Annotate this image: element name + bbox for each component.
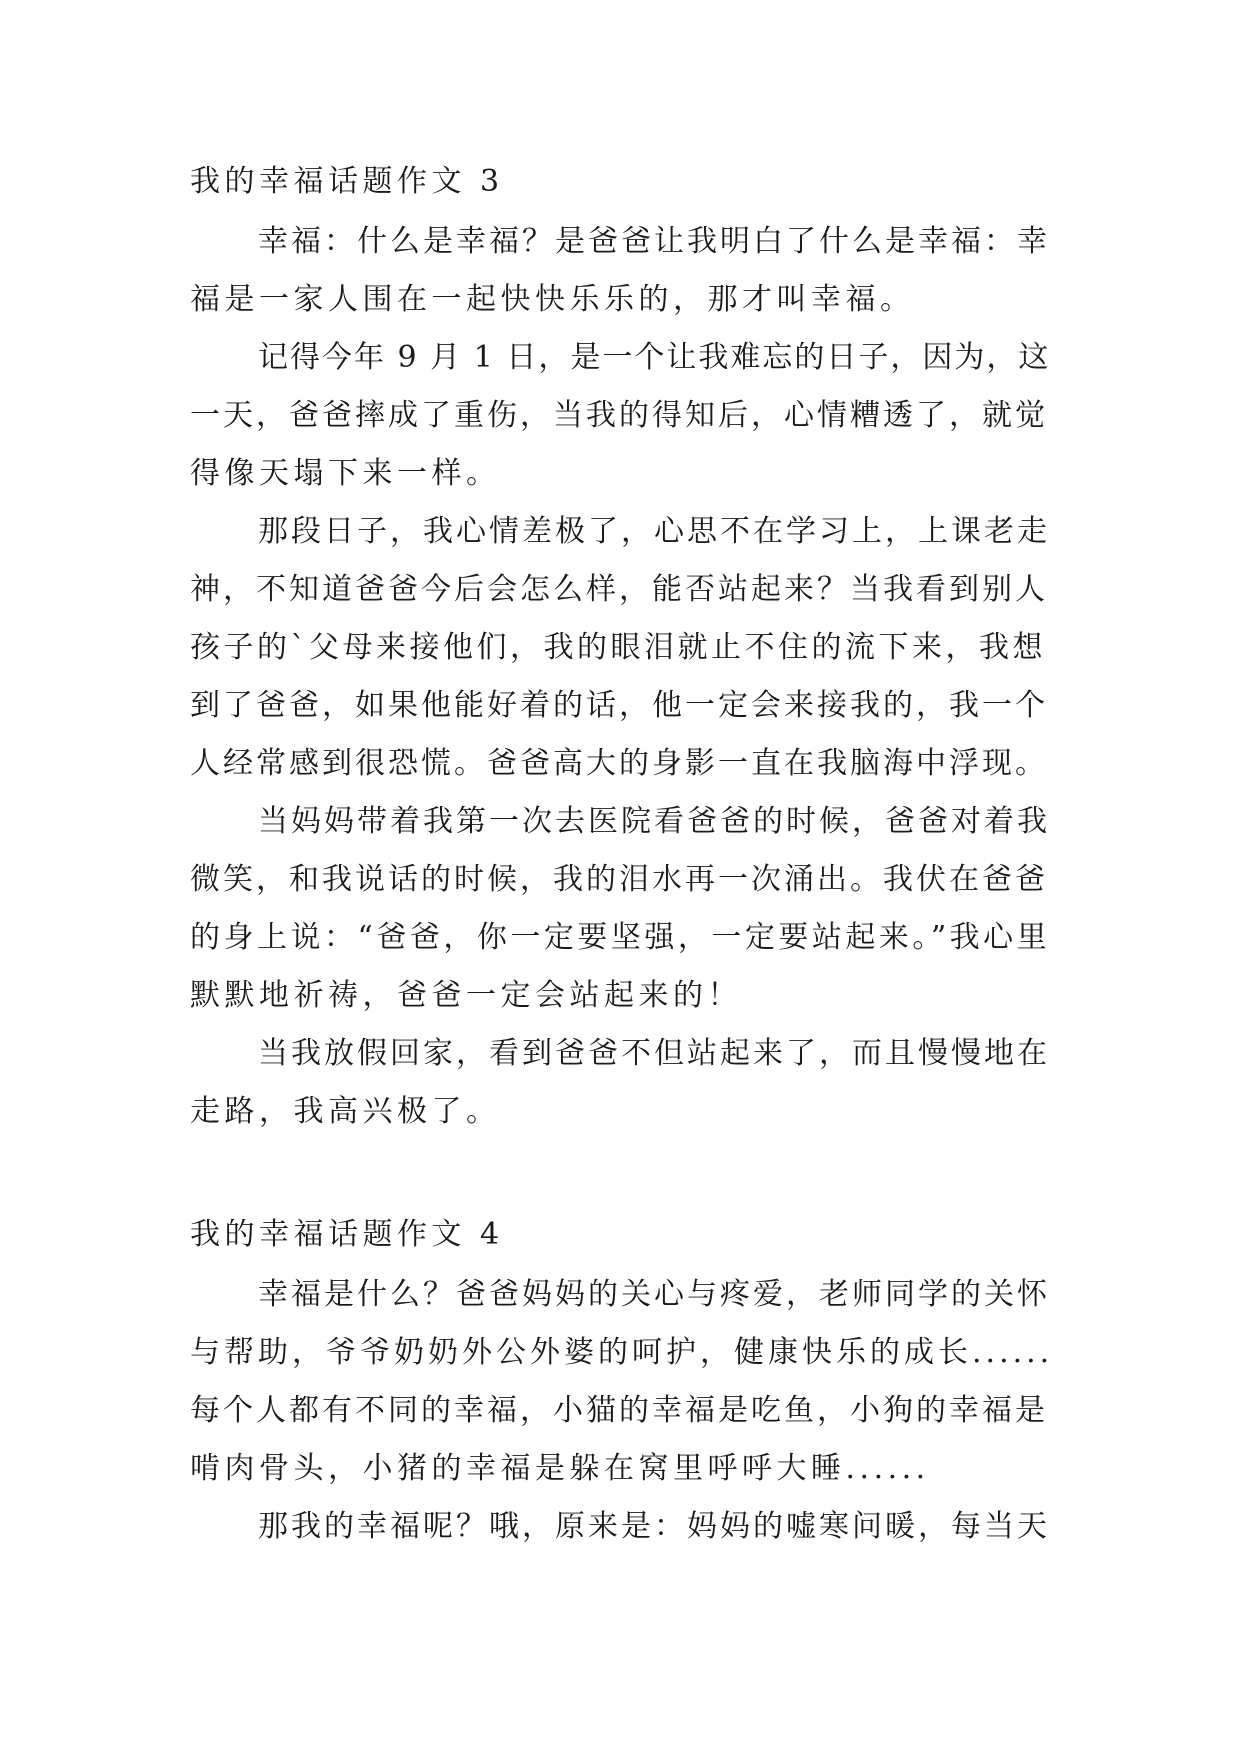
paragraph-line: 的身上说：“爸爸，你一定要坚强，一定要站起来。”我心里 [190, 920, 1051, 955]
paragraph-line: 啃肉骨头，小猪的幸福是躲在窝里呼呼大睡...... [190, 1451, 930, 1486]
paragraph-line: 那我的幸福呢？哦，原来是：妈妈的嘘寒问暖，每当天 [258, 1509, 1050, 1544]
paragraph-line: 得像天塌下来一样。 [190, 456, 501, 491]
section-heading: 我的幸福话题作文 4 [190, 1217, 504, 1252]
paragraph-line: 孩子的`父母来接他们，我的眼泪就止不住的流下来，我想 [190, 630, 1046, 665]
paragraph-line: 记得今年 9 月 1 日，是一个让我难忘的日子，因为，这 [258, 340, 1051, 375]
paragraph-line: 神，不知道爸爸今后会怎么样，能否站起来？当我看到别人 [190, 572, 1048, 607]
paragraph-line: 那段日子，我心情差极了，心思不在学习上，上课老走 [258, 514, 1050, 549]
paragraph-line: 走路，我高兴极了。 [190, 1094, 501, 1129]
paragraph-line: 幸福：什么是幸福？是爸爸让我明白了什么是幸福：幸 [258, 224, 1050, 259]
paragraph-line: 当我放假回家，看到爸爸不但站起来了，而且慢慢地在 [258, 1036, 1050, 1071]
paragraph-line: 当妈妈带着我第一次去医院看爸爸的时候，爸爸对着我 [258, 804, 1050, 839]
paragraph-line: 幸福是什么？爸爸妈妈的关心与疼爱，老师同学的关怀 [258, 1277, 1050, 1312]
paragraph-line: 人经常感到很恐慌。爸爸高大的身影一直在我脑海中浮现。 [190, 746, 1048, 781]
paragraph-line: 福是一家人围在一起快快乐乐的，那才叫幸福。 [190, 282, 915, 317]
paragraph-line: 每个人都有不同的幸福，小猫的幸福是吃鱼，小狗的幸福是 [190, 1393, 1048, 1428]
paragraph-line: 到了爸爸，如果他能好着的话，他一定会来接我的，我一个 [190, 688, 1048, 723]
paragraph-line: 默默地祈祷，爸爸一定会站起来的！ [190, 978, 742, 1013]
section-heading: 我的幸福话题作文 3 [190, 164, 504, 199]
paragraph-line: 微笑，和我说话的时候，我的泪水再一次涌出。我伏在爸爸 [190, 862, 1048, 897]
paragraph-line: 一天，爸爸摔成了重伤，当我的得知后，心情糟透了，就觉 [190, 398, 1048, 433]
paragraph-line: 与帮助，爷爷奶奶外公外婆的呵护，健康快乐的成长...... [190, 1335, 1054, 1370]
